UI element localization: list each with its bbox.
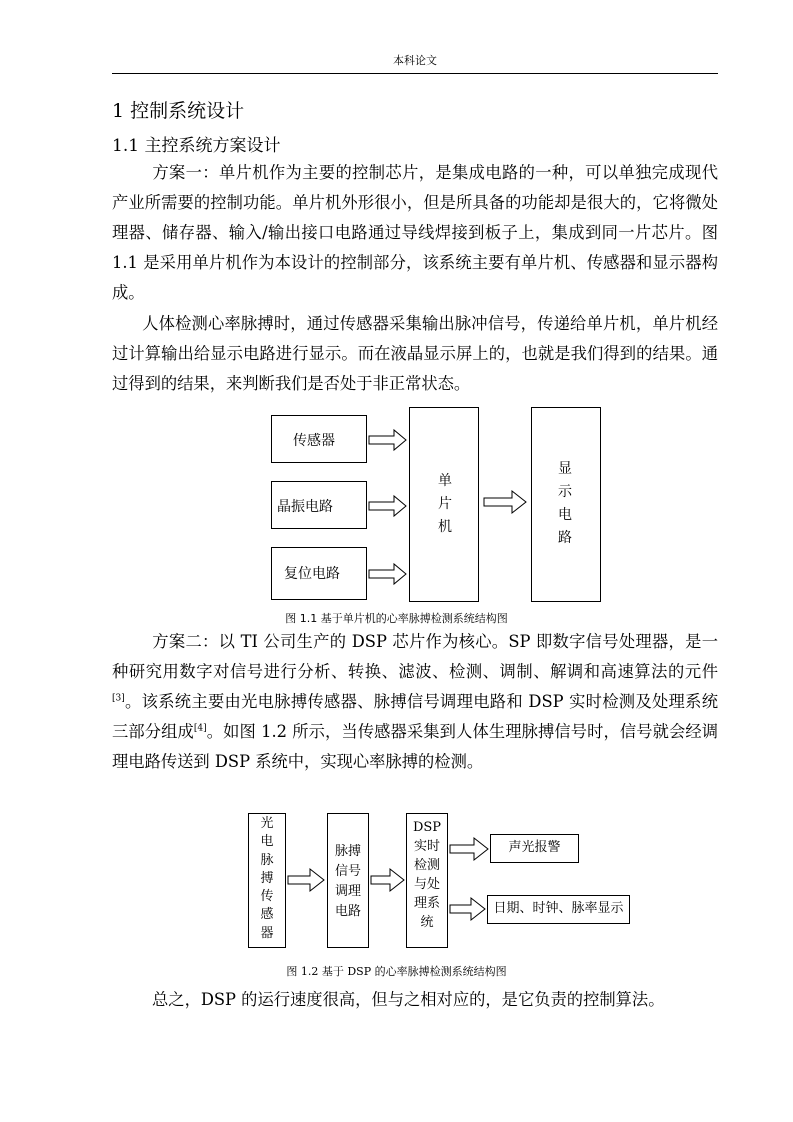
- alarm-label: 声光报警: [508, 840, 561, 855]
- paragraph-scheme-two-text-a: 方案二：以 TI 公司生产的 DSP 芯片作为核心。SP 即数字信号处理器，是一种研究用数字对信号进行分析、转换、滤波、检测、调制、解调和高速算法的元件: [112, 632, 718, 681]
- arrow-dsp-to-display: [450, 898, 485, 920]
- photoelectric-sensor-label: 光 电 脉 搏 传 感 器: [260, 816, 274, 941]
- paragraph-heart-rate-text: 人体检测心率脉搏时，通过传感器采集输出脉冲信号，传递给单片机，单片机经过计算输出给显示电路进行显示。而在液晶显示屏上的，也就是我们得到的结果。通过得到的结果，来判断我们是否处于非正常状态。: [112, 314, 718, 393]
- arrow-sensor-to-conditioning: [288, 869, 324, 891]
- section-heading: 1 控制系统设计: [112, 100, 245, 122]
- citation-3: [3]: [112, 693, 125, 704]
- paragraph-scheme-two-text-c: 。如图 1.2 所示，当传感器采集到人体生理脉搏信号时，信号就会经调理电路传送到 DSP 系统中，实现心率脉搏的检测。: [112, 722, 718, 771]
- paragraph-conclusion: [112, 985, 718, 1015]
- display-circuit-label: 显 示 电 路: [558, 461, 572, 546]
- figure-1-1-caption: 图 1.1 基于单片机的心率脉搏检测系统结构图: [285, 612, 508, 625]
- reset-circuit-label: 复位电路: [284, 566, 340, 582]
- citation-4: [4]: [193, 723, 207, 734]
- arrow-dsp-to-alarm: [450, 838, 488, 860]
- sensor-label: 传感器: [293, 433, 335, 449]
- dsp-system-label: DSP 实时 检测 与处 理系 统: [412, 820, 442, 930]
- crystal-oscillator-label: 晶振电路: [277, 499, 333, 515]
- time-display-label: 日期、时钟、脉率显示: [493, 901, 624, 916]
- arrow-conditioning-to-dsp: [371, 869, 404, 891]
- mcu-label: 单 片 机: [438, 473, 452, 535]
- figure-1-2-caption: 图 1.2 基于 DSP 的心率脉搏检测系统结构图: [286, 965, 507, 978]
- paragraph-scheme-two-text-b: 。该系统主要由光电脉搏传感器、脉搏信号调理电路和 DSP 实时检测及处理系统三部分组成: [112, 692, 718, 741]
- subsection-heading: 1.1 主控系统方案设计: [112, 136, 281, 156]
- paragraph-scheme-one-text: 方案一：单片机作为主要的控制芯片，是集成电路的一种，可以单独完成现代产业所需要的控制功能。单片机外形很小，但是所具备的功能却是很大的，它将微处理器、储存器、输入/输出接口电路通过导线焊接到板子上，集成到同一片芯片。图 1.1 是采用单片机作为本设计的控制部分，该系统主要有单片机、传感器和显示器构成。: [112, 163, 718, 302]
- page-header: 本科论文: [393, 54, 437, 67]
- paragraph-conclusion-text: 总之，DSP 的运行速度很高，但与之相对应的，是它负责的控制算法。: [152, 990, 665, 1009]
- conditioning-circuit-label: 脉搏 信号 调理 电路: [334, 844, 361, 919]
